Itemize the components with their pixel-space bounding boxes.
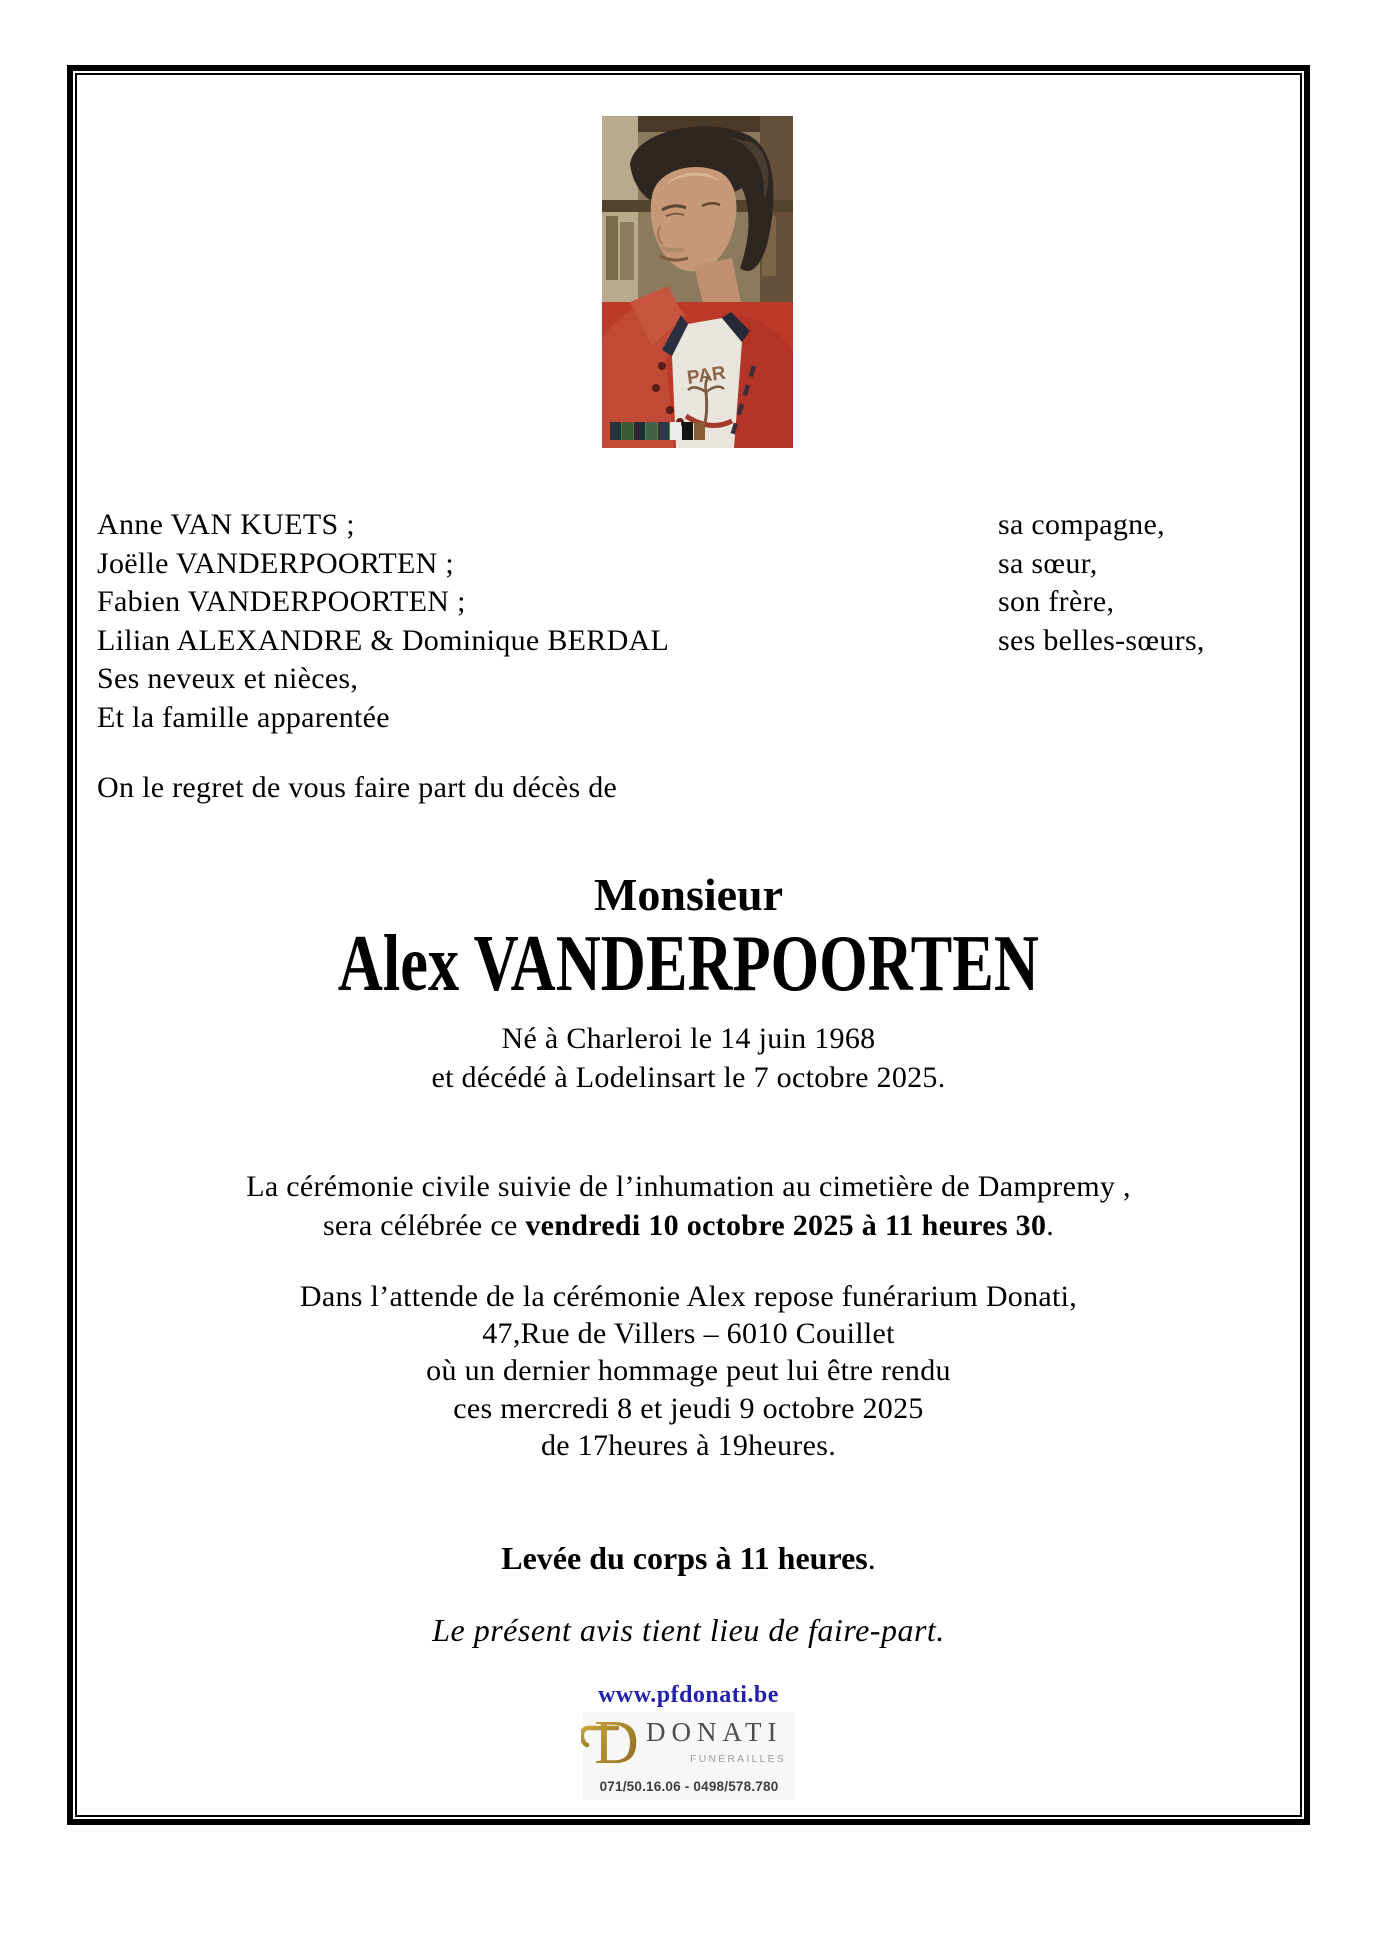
ceremony-date-bold: vendredi 10 octobre 2025 à 11 heures 30 — [525, 1208, 1047, 1242]
family-name-line: Anne VAN KUETS ; — [97, 508, 355, 541]
repose-details — [80, 1278, 1297, 1464]
faire-part-notice: Le présent avis tient lieu de faire-part. — [432, 1612, 945, 1648]
levee-bold-text: Levée du corps à 11 heures — [501, 1540, 868, 1576]
deceased-name — [80, 922, 1297, 1006]
portrait-photo — [602, 116, 793, 448]
repose-line: Dans l’attende de la cérémonie Alex repose funérarium Donati, — [299, 1280, 1078, 1313]
levee-du-corps-line — [80, 1540, 1297, 1577]
family-name-line: Joëlle VANDERPOORTEN ; — [97, 546, 455, 580]
title-prefix: Monsieur — [593, 869, 784, 920]
deceased-name-text: Alex VANDERPOORTEN — [337, 920, 1040, 1008]
family-name-line: Lilian ALEXANDRE & Dominique BERDAL — [97, 623, 670, 657]
funeral-home-logo — [583, 1712, 795, 1800]
relation-line: son frère, — [998, 585, 1115, 619]
funeral-home-phones: 071/50.16.06 - 0498/578.780 — [599, 1779, 779, 1794]
ceremony-line2-suffix: . — [1046, 1208, 1055, 1242]
svg-text:D: D — [594, 1715, 639, 1767]
repose-line: de 17heures à 19heures. — [540, 1428, 837, 1462]
ceremony-details — [80, 1168, 1297, 1245]
repose-line: où un dernier hommage peut lui être rendu — [426, 1354, 951, 1388]
ceremony-line2 — [80, 1207, 1297, 1246]
funeral-home-subtitle: FUNÉRAILLES — [690, 1753, 786, 1765]
repose-line: 47,Rue de Villers – 6010 Couillet — [482, 1317, 895, 1351]
donati-monogram-icon — [581, 1715, 647, 1767]
relation-line: ses belles-sœurs, — [998, 623, 1205, 657]
repose-line: ces mercredi 8 et jeudi 9 octobre 2025 — [453, 1391, 924, 1425]
relation-line: sa sœur, — [998, 546, 1098, 580]
funeral-home-name: DONATI — [646, 1717, 783, 1747]
levee-suffix: . — [867, 1540, 876, 1576]
funeral-home-website-link[interactable]: www.pfdonati.be — [598, 1682, 779, 1708]
family-names-list — [97, 506, 669, 738]
death-line: et décédé à Lodelinsart le 7 octobre 2025. — [431, 1060, 946, 1094]
announcement-line: On le regret de vous faire part du décès de — [97, 771, 618, 804]
family-relations-list — [998, 506, 1205, 660]
life-dates — [80, 1020, 1297, 1097]
family-name-line: Et la famille apparentée — [97, 700, 390, 734]
family-name-line: Fabien VANDERPOORTEN ; — [97, 585, 466, 619]
ceremony-line1: La cérémonie civile suivie de l’inhumation au cimetière de Dampremy , — [246, 1170, 1131, 1203]
family-name-line: Ses neveux et nièces, — [97, 662, 359, 696]
tshirt-graphic-text: PAR — [685, 362, 728, 389]
ceremony-line2-prefix: sera célébrée ce — [322, 1208, 526, 1242]
relation-line: sa compagne, — [998, 508, 1165, 541]
birth-line: Né à Charleroi le 14 juin 1968 — [501, 1022, 876, 1055]
